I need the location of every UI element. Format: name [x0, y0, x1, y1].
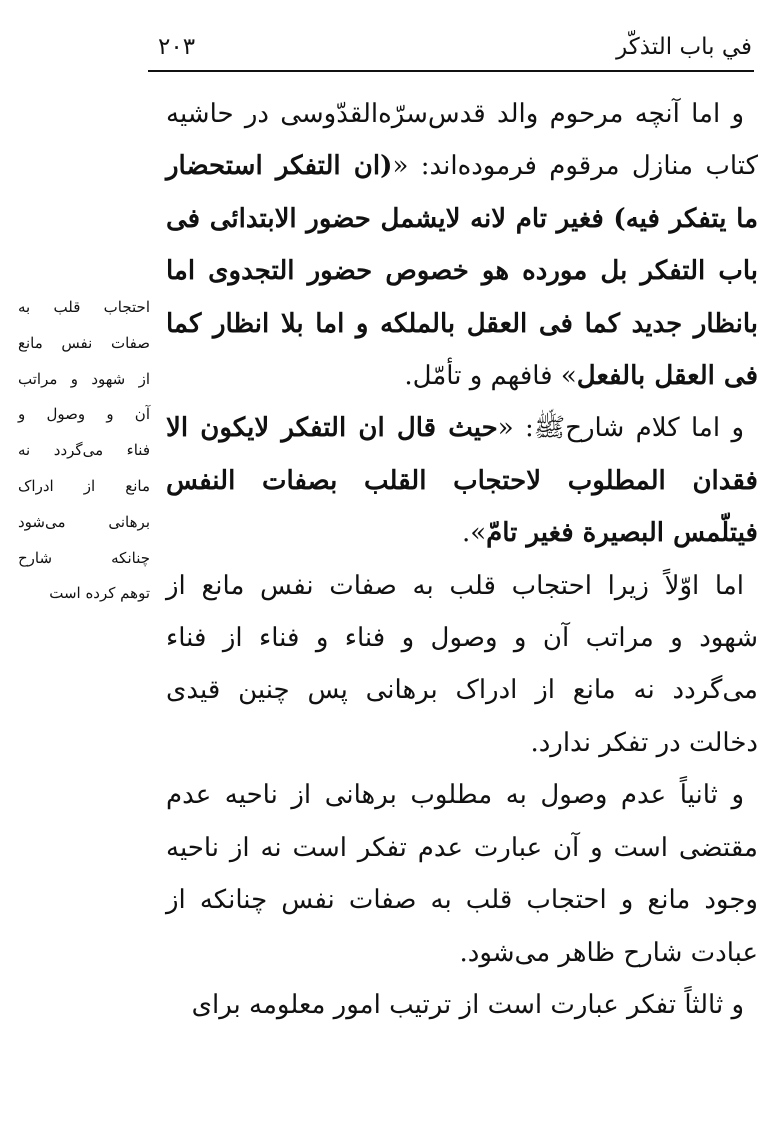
paragraph-1-intro: و اما آنچه مرحوم والد قدس‌سرّه‌القدّوسی در حاشیه کتاب منازل مرقوم فرموده‌اند: «: [166, 99, 758, 182]
arabic-quotation-1: (ان التفكر استحضار ما يتفكر فيه) فغير تام لانه لايشمل حضور الابتدائى فى باب التفكر بل مورده هو خصوص حضور التجدوى اما بانظار جديد كما فى العقل بالملكه و اما بلا انظار كما فى العقل بالفعل: [166, 151, 758, 392]
honorific-glyph: ﷺ: [533, 413, 566, 444]
margin-note-line: از شهود و مراتب: [18, 369, 150, 388]
paragraph-2: [166, 402, 758, 559]
margin-note-line: فناء می‌گردد نه: [18, 441, 150, 460]
page-header: [148, 28, 754, 74]
arabic-quotation-2: حيث قال ان التفكر لايكون الا فقدان المطلوب لاحتجاب القلب بصفات النفس فيتلّمس البصيرة فغير تامّ: [166, 413, 758, 549]
paragraph-2-close: ».: [461, 518, 487, 549]
paragraph-5-text: و ثالثاً تفکر عبارت است از ترتیب امور معلومه برای: [191, 989, 744, 1020]
paragraph-3: [166, 560, 758, 770]
paragraph-4-text: و ثانیاً عدم وصول به مطلوب برهانی از ناحیه عدم مقتضی است و آن عبارت عدم تفکر است نه از ناحیه وجود مانع و احتجاب قلب به صفات نفس چنانکه از عبادت شارح ظاهر می‌شود.: [166, 780, 758, 968]
running-title: في باب التذكّر: [616, 34, 752, 60]
margin-note-line: آن و وصول و: [18, 405, 150, 424]
header-rule: [148, 70, 754, 72]
paragraph-1-close: » فافهم و تأمّل.: [404, 361, 577, 392]
paragraph-2-intro: و اما کلام شارح: [565, 413, 744, 444]
margin-note: [18, 290, 150, 612]
margin-note-line: چنانکه شارح: [18, 548, 150, 567]
page-number: ۲۰۳: [158, 34, 196, 60]
margin-note-line: برهانی می‌شود: [18, 512, 150, 531]
main-text-column: [166, 88, 758, 1031]
margin-note-line: مانع از ادراک: [18, 476, 150, 495]
paragraph-2-colon: : «: [497, 413, 534, 444]
paragraph-3-text: اما اوّلاً زیرا احتجاب قلب به صفات نفس مانع از شهود و مراتب آن و وصول و فناء و فناء از فناء می‌گردد نه مانع از ادراک برهانی پس چنین قیدی دخالت در تفکر ندارد.: [166, 570, 758, 758]
paragraph-5: [166, 979, 758, 1031]
paragraph-4: [166, 769, 758, 979]
margin-note-line: توهم کرده است: [49, 584, 150, 603]
margin-note-line: احتجاب قلب به: [18, 298, 150, 316]
margin-note-line: صفات نفس مانع: [18, 333, 150, 352]
paragraph-1: [166, 88, 758, 402]
